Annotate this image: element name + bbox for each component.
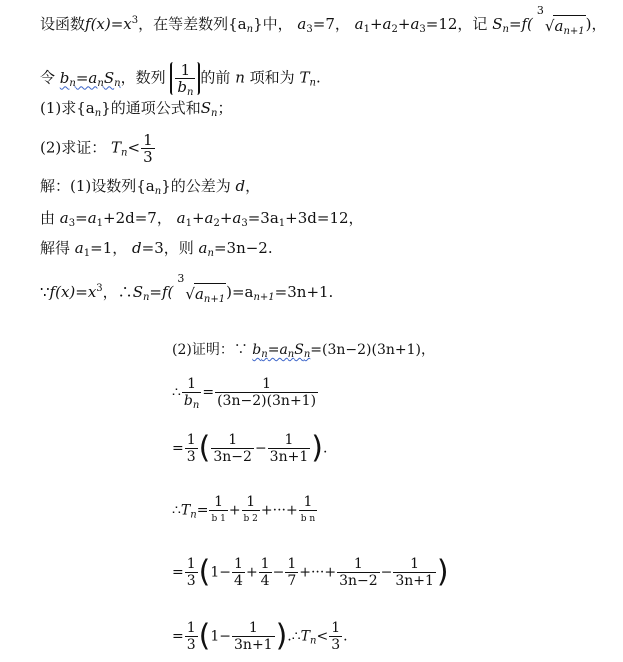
text: =3n−2.	[213, 239, 273, 257]
subscript: n	[142, 292, 150, 303]
math-dots: +···+	[299, 564, 337, 581]
solution-line-3	[40, 238, 273, 258]
numerator: 1	[175, 62, 195, 79]
math-plus: +	[228, 502, 241, 519]
denominator: 3n+1	[395, 573, 434, 589]
problem-line-2	[40, 61, 321, 98]
fraction-term	[232, 556, 245, 589]
denominator: b n	[300, 514, 316, 524]
subscript: n	[94, 108, 102, 119]
math-a: +a	[191, 209, 214, 227]
fraction-1-over-bn	[175, 61, 195, 98]
numerator: 1	[393, 556, 436, 573]
math-n: n	[235, 68, 245, 87]
math-a: a	[554, 16, 564, 35]
question-2	[40, 132, 156, 165]
fraction-term	[232, 620, 275, 653]
text: }的通项公式和	[101, 99, 201, 117]
math-b: b	[183, 393, 193, 409]
text: .	[343, 628, 348, 645]
math-a: +a	[219, 209, 242, 227]
text: 解：(1)设数列{a	[40, 177, 155, 195]
subscript: 1	[83, 248, 91, 259]
math-a: )=a	[226, 283, 254, 301]
bn-definition	[252, 342, 310, 358]
subscript: 3	[306, 24, 313, 35]
radical-sign: √	[544, 16, 555, 35]
subscript: n	[261, 349, 268, 360]
numerator: 1	[260, 556, 270, 572]
math-T: T	[111, 138, 122, 157]
math-f: =f(	[508, 15, 533, 33]
right-paren: )	[275, 618, 288, 654]
left-paren: (	[198, 554, 211, 590]
math-d: d	[235, 177, 246, 195]
subscript: 3	[68, 218, 76, 229]
fraction-term	[337, 556, 380, 589]
fraction-one-third	[329, 620, 342, 653]
math-a: =a	[75, 68, 98, 87]
subscript: n+1	[253, 292, 275, 303]
numerator: 1	[337, 556, 380, 573]
numerator: 1	[232, 620, 275, 637]
subscript: n	[502, 24, 509, 35]
right-paren: )	[436, 554, 449, 590]
fraction-1-over-b1	[209, 494, 227, 527]
subscript: 2	[391, 24, 398, 35]
subscript: n	[310, 635, 317, 647]
text: +3d=12，	[285, 209, 364, 227]
math-S: S	[492, 15, 503, 33]
math-a: +a	[397, 15, 420, 33]
denominator: 3n−2	[339, 573, 378, 589]
numerator: 1	[234, 556, 243, 572]
left-paren: (	[198, 430, 211, 466]
fraction-1-over-bn	[182, 376, 201, 409]
text: =7，	[312, 15, 350, 33]
math-a: a	[297, 15, 307, 33]
root-index: 3	[177, 271, 185, 285]
text: +2d=7，	[103, 209, 172, 227]
text: ，数列	[120, 68, 166, 87]
math-lt: <	[316, 628, 329, 645]
text: (1)求{a	[40, 99, 95, 117]
numerator: 1	[209, 494, 227, 511]
fraction-coef	[185, 432, 198, 465]
math-eq: =	[196, 502, 209, 519]
subscript: 1	[363, 24, 370, 35]
subscript: n	[207, 248, 214, 259]
proof-line-4	[172, 494, 318, 527]
text: ∵	[40, 283, 50, 301]
bn-definition	[60, 69, 121, 87]
math-a: =a	[75, 209, 97, 227]
math-a: =a	[267, 342, 288, 358]
text: .	[322, 440, 328, 457]
text: =3，则	[141, 239, 194, 257]
denominator: b 1	[211, 514, 226, 524]
subscript: n	[186, 87, 194, 98]
numerator: 1	[143, 131, 153, 149]
math-a: a	[354, 15, 364, 33]
math-b: b	[59, 68, 70, 87]
text: ；	[217, 99, 233, 117]
denominator: b 2	[243, 514, 258, 524]
math-S: S	[132, 283, 143, 301]
denominator: 3	[331, 637, 341, 653]
subscript: n	[190, 509, 197, 521]
text: 设函数	[40, 15, 86, 33]
proof-line-1	[172, 340, 435, 360]
fraction-term	[393, 556, 436, 589]
math-plus: +	[245, 564, 258, 581]
subscript: n	[211, 108, 218, 119]
math-S: S	[103, 68, 115, 87]
text: .∴	[287, 628, 301, 645]
fraction-term	[285, 556, 298, 589]
math-S: S	[200, 99, 212, 117]
math-T: T	[300, 628, 310, 645]
denominator: 3	[186, 573, 196, 589]
cube-root	[177, 271, 226, 305]
text: =12，记	[425, 15, 488, 33]
numerator: 1	[211, 432, 254, 449]
text: 由	[40, 209, 56, 227]
text: 的前	[200, 68, 231, 87]
proof-line-5	[172, 556, 449, 589]
math-eq: =	[172, 440, 184, 457]
subscript: n	[154, 186, 162, 197]
math-dots: +···+	[260, 502, 298, 519]
root-index: 3	[536, 3, 544, 17]
math-b: b	[252, 342, 262, 358]
subscript: n	[287, 349, 295, 360]
denominator: 4	[234, 573, 243, 589]
right-paren: )	[311, 430, 323, 466]
math-T: T	[299, 68, 310, 87]
fraction-term	[259, 556, 272, 589]
denominator: 3n+1	[234, 637, 273, 653]
math-a: +a	[369, 15, 392, 33]
math-lt: <	[127, 138, 141, 157]
text: )，	[585, 15, 607, 33]
math-eq: =	[202, 384, 215, 401]
numerator: 1	[287, 556, 297, 572]
numerator: 1	[331, 620, 341, 636]
math-f: =f(	[149, 283, 174, 301]
denominator: 3n−2	[213, 449, 252, 465]
text: ，在等差数列{a	[138, 15, 247, 33]
denominator: 7	[287, 573, 297, 589]
denominator: 3	[186, 637, 196, 653]
subscript: n	[303, 349, 311, 360]
fraction-coef	[185, 556, 198, 589]
numerator: 1	[215, 376, 318, 393]
math-fx: f(x)=x	[49, 283, 97, 301]
text: ∴	[172, 384, 181, 401]
text: .	[315, 68, 321, 87]
cube-root	[536, 3, 586, 37]
math-b: b	[177, 78, 187, 96]
subscript: n	[192, 400, 200, 411]
numerator: 1	[242, 494, 260, 511]
subscript: n	[121, 147, 128, 159]
math-a: =3a	[247, 209, 279, 227]
text: }的公差为	[161, 177, 231, 195]
subscript: 1	[278, 218, 286, 229]
text: =(3n−2)(3n+1)，	[310, 342, 435, 358]
numerator: 1	[299, 494, 317, 511]
subscript: n	[309, 77, 316, 89]
text: }中，	[253, 15, 293, 33]
math-a: a	[176, 209, 186, 227]
math-minus: −	[272, 564, 285, 581]
radical-sign: √	[185, 284, 195, 303]
text: 1−	[210, 564, 232, 581]
problem-line-1	[40, 3, 607, 37]
numerator: 1	[186, 432, 196, 448]
fraction-one-third	[141, 132, 155, 165]
math-fx: f(x)=x	[85, 15, 132, 33]
proof-line-3	[172, 432, 327, 465]
text: ，	[245, 177, 261, 195]
denominator: 4	[260, 573, 270, 589]
solution-line-4	[40, 271, 334, 305]
text: (2)证明：∵	[172, 342, 248, 358]
subscript: n	[69, 77, 76, 89]
math-minus: −	[254, 440, 267, 457]
text: (2)求证：	[40, 138, 107, 157]
text: =1，	[90, 239, 128, 257]
fraction-reciprocal-product	[215, 376, 318, 409]
subscript: 1	[185, 218, 192, 229]
fraction-coef	[185, 620, 198, 653]
fraction-term-2	[268, 432, 311, 465]
text: 解得	[40, 239, 71, 257]
question-1	[40, 98, 232, 118]
solution-line-1	[40, 176, 260, 196]
text: ∴	[172, 502, 181, 519]
numerator: 1	[182, 376, 201, 393]
math-a: a	[198, 239, 208, 257]
text: 1−	[210, 628, 232, 645]
denominator: 3n+1	[269, 449, 309, 465]
subscript: n+1	[563, 25, 585, 37]
denominator: 3	[186, 449, 196, 465]
fraction-term-1	[211, 432, 254, 465]
text: 令	[40, 68, 56, 87]
numerator: 1	[268, 432, 311, 449]
subscript: 3	[241, 218, 248, 229]
subscript: 2	[213, 218, 220, 229]
math-a: a	[59, 209, 69, 227]
exponent: 3	[96, 283, 103, 294]
math-d: d	[132, 239, 142, 257]
math-minus: −	[380, 564, 393, 581]
math-T: T	[180, 502, 191, 519]
numerator: 1	[186, 620, 196, 636]
subscript: 1	[96, 218, 104, 229]
text: ，∴	[102, 283, 133, 301]
math-a: a	[74, 239, 84, 257]
subscript: n+1	[203, 293, 226, 305]
exponent: 3	[131, 15, 139, 26]
fraction-1-over-bn	[299, 494, 317, 527]
math-eq: =	[172, 628, 184, 645]
text: 项和为	[249, 68, 295, 87]
math-eq: =	[172, 564, 184, 581]
numerator: 1	[186, 556, 196, 572]
subscript: n	[114, 77, 121, 89]
denominator: (3n−2)(3n+1)	[217, 393, 317, 409]
subscript: 3	[419, 24, 426, 35]
solution-line-2	[40, 208, 364, 228]
denominator: 3	[143, 148, 153, 166]
text: =3n+1.	[274, 283, 334, 301]
subscript: n	[246, 24, 254, 35]
math-S: S	[294, 342, 304, 358]
proof-line-6	[172, 620, 348, 653]
sequence-braces	[170, 61, 200, 98]
subscript: n	[97, 77, 104, 89]
fraction-1-over-b2	[242, 494, 260, 527]
math-a: a	[194, 284, 204, 303]
left-paren: (	[198, 618, 211, 654]
proof-line-2	[172, 376, 319, 409]
